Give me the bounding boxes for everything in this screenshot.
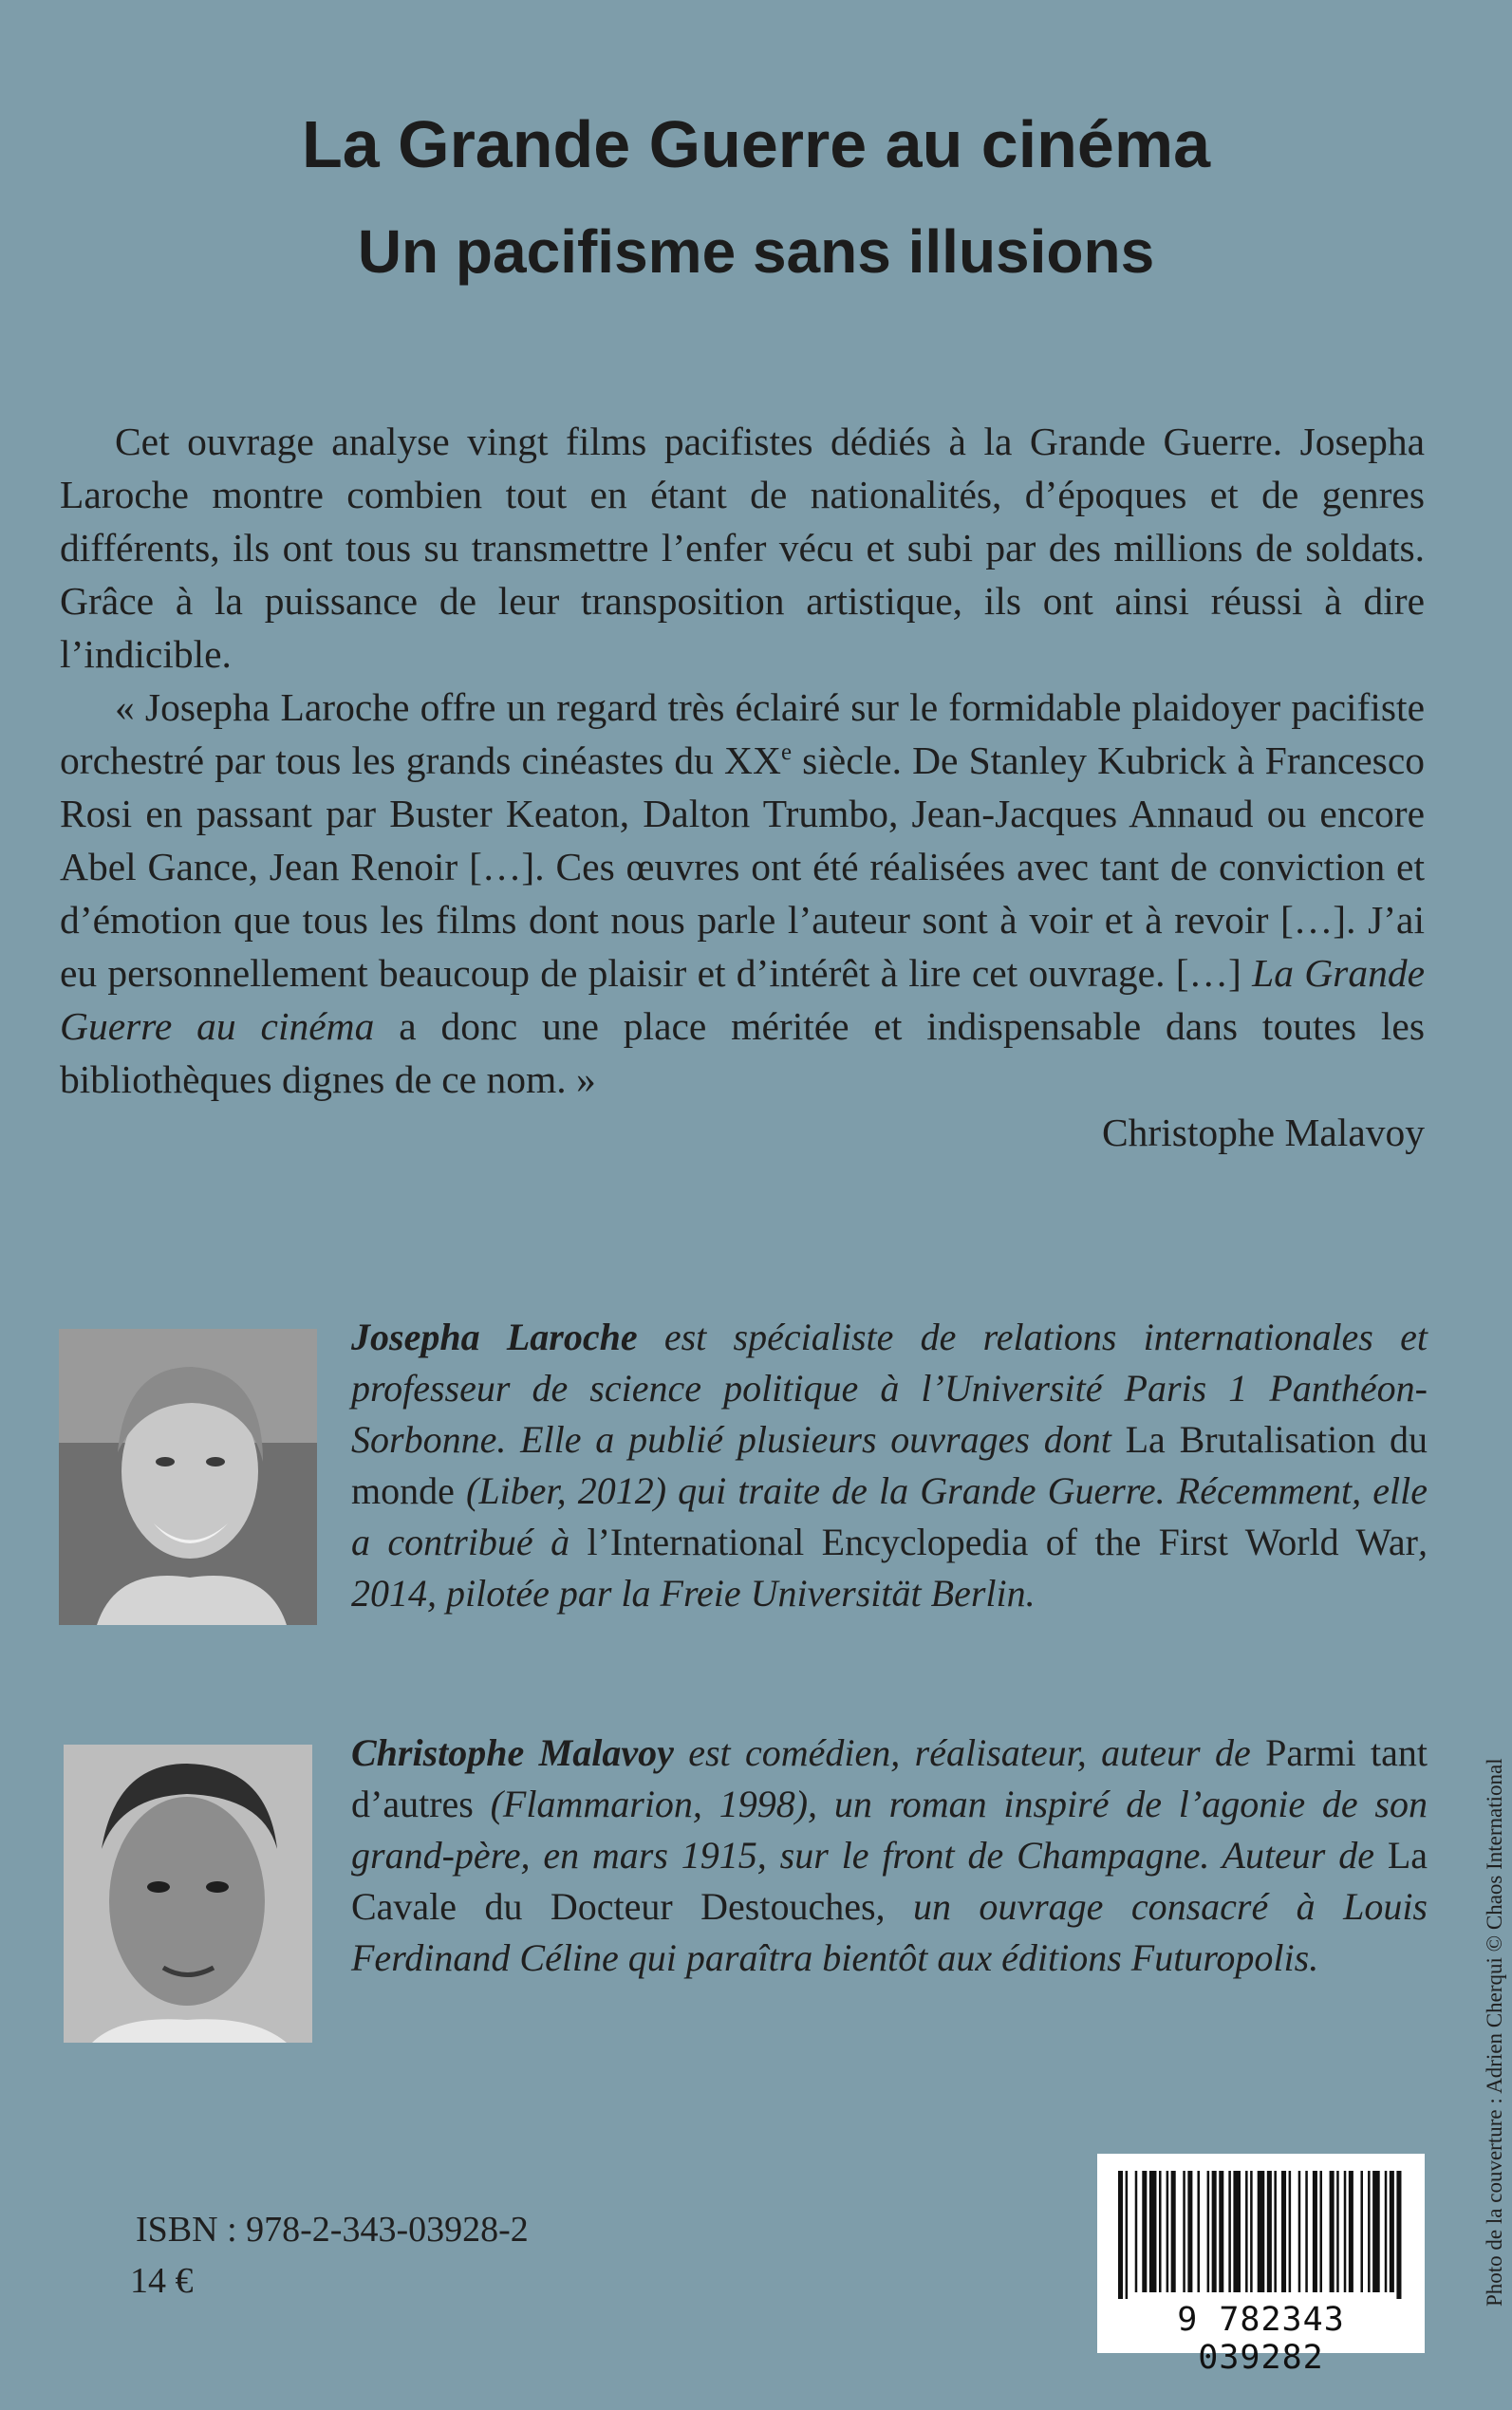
author-photo-christophe-malavoy — [64, 1745, 312, 2043]
barcode-bar — [1330, 2171, 1335, 2292]
book-subtitle: Un pacifisme sans illusions — [357, 217, 1155, 286]
bio-book-title: Parmi tant d’autres — [351, 1731, 1428, 1825]
barcode-bar — [1149, 2171, 1157, 2292]
bio-name: Josepha Laroche — [351, 1316, 638, 1358]
barcode-bar — [1336, 2171, 1339, 2292]
bio-text: est comédien, réalisateur, auteur de — [673, 1731, 1266, 1774]
bio-text: , 2014, pilotée par la Freie Universität Berlin. — [351, 1521, 1428, 1615]
barcode-bar — [1289, 2171, 1292, 2292]
barcode-bar — [1171, 2171, 1176, 2292]
barcode-bar — [1267, 2171, 1272, 2292]
barcode-bar — [1281, 2171, 1286, 2292]
blurb-paragraph: Cet ouvrage analyse vingt films pacifistes dédiés à la Grande Guerre. Josepha Laroche montre combien tout en étant de nationalités, d’époques et de genres différents, ils ont tous su transmettre l’enfer vécu et subi par des millions de soldats. Grâce à la puissance de leur transposition artistique, ils ont ainsi réussi à dire l’indicible. — [60, 420, 1425, 676]
barcode-bar — [1126, 2171, 1129, 2299]
barcode-bar — [1305, 2171, 1308, 2292]
barcode-bar — [1135, 2171, 1138, 2292]
barcode-bar — [1197, 2171, 1200, 2292]
barcode-bar — [1274, 2171, 1277, 2292]
barcode-bar — [1167, 2171, 1169, 2292]
price: 14 € — [130, 2261, 194, 2301]
barcode-bar — [1207, 2171, 1210, 2292]
barcode-bar — [1245, 2171, 1248, 2292]
quote-text-2: siècle. De Stanley Kubrick à Francesco Rosi en passant par Buster Keaton, Dalton Trumbo, Jean-Jacques Annaud ou encore Abel Gance, Jean Renoir […]. Ces œuvres ont été réalisées avec tant de conviction et d’émotion que tous les films dont nous parle l’auteur sont à voir et à revoir […]. J’ai eu personnellement beaucoup de plaisir et d’intérêt à lire cet ouvrage. […] — [60, 738, 1425, 995]
barcode-bars — [1118, 2171, 1404, 2299]
isbn: ISBN : 978-2-343-03928-2 — [136, 2210, 529, 2250]
author-bio-christophe-malavoy — [351, 1728, 1428, 1984]
barcode-bar — [1228, 2171, 1231, 2292]
barcode-bar — [1372, 2171, 1380, 2292]
bio-book-title: La Brutalisation du monde — [351, 1418, 1428, 1512]
bio-text: , un ouvrage consacré à Louis Ferdinand Céline qui paraîtra bientôt aux éditions Futuropolis. — [351, 1885, 1428, 1979]
barcode-bar — [1219, 2171, 1223, 2292]
quote-text-3: a donc une place méritée et indispensable dans toutes les bibliothèques dignes de ce nom. » — [60, 1004, 1425, 1101]
barcode — [1097, 2154, 1425, 2377]
bio-text: est spécialiste de relations internationales et professeur de science politique à l’Université Paris 1 Panthéon-Sorbonne. Elle a publié plusieurs ouvrages dont — [351, 1316, 1428, 1461]
barcode-bar — [1396, 2171, 1401, 2299]
author-bio-josepha-laroche — [351, 1312, 1428, 1619]
bio-book-title: La Cavale du Docteur Destouches — [351, 1834, 1428, 1928]
barcode-bar — [1258, 2171, 1265, 2292]
quote-signature: Christophe Malavoy — [1101, 1111, 1425, 1154]
barcode-bar — [1118, 2171, 1123, 2299]
barcode-bar — [1313, 2171, 1317, 2292]
barcode-bar — [1349, 2171, 1353, 2292]
barcode-bar — [1212, 2171, 1217, 2292]
author-photo-josepha-laroche — [59, 1329, 317, 1625]
back-cover-blurb — [60, 415, 1425, 1159]
barcode-bar — [1390, 2171, 1394, 2292]
bio-text: (Liber, 2012) qui traite de la Grande Guerre. Récemment, elle a contribué à — [351, 1469, 1428, 1563]
bio-book-title: l’International Encyclopedia of the First World War — [587, 1521, 1418, 1563]
quote-superscript: e — [780, 739, 793, 766]
barcode-bar — [1142, 2171, 1147, 2292]
bio-name: Christophe Malavoy — [351, 1731, 674, 1774]
barcode-bar — [1233, 2171, 1241, 2292]
barcode-bar — [1183, 2171, 1185, 2292]
barcode-bar — [1187, 2171, 1192, 2292]
barcode-bar — [1298, 2171, 1301, 2292]
blurb-quote — [60, 681, 1425, 1106]
bio-text: (Flammarion, 1998), un roman inspiré de l’agonie de son grand-père, en mars 1915, sur le front de Champagne. Auteur de — [351, 1783, 1428, 1877]
barcode-bar — [1368, 2171, 1371, 2292]
barcode-bar — [1319, 2171, 1322, 2292]
quote-text-1: « Josepha Laroche offre un regard très éclairé sur le formidable plaidoyer pacifiste orchestré par tous les grands cinéastes du XX — [60, 685, 1425, 782]
barcode-bar — [1360, 2171, 1363, 2292]
barcode-bar — [1344, 2171, 1347, 2292]
barcode-digits: 9 782343 039282 — [1177, 2301, 1345, 2377]
barcode-bar — [1250, 2171, 1253, 2292]
book-title: La Grande Guerre au cinéma — [301, 107, 1211, 181]
barcode-bar — [1159, 2171, 1162, 2292]
barcode-bar — [1385, 2171, 1388, 2292]
photo-credit: Photo de la couverture : Adrien Cherqui © Chaos International — [1483, 1758, 1506, 2307]
quote-book-title: La Grande Guerre au cinéma — [60, 951, 1425, 1048]
